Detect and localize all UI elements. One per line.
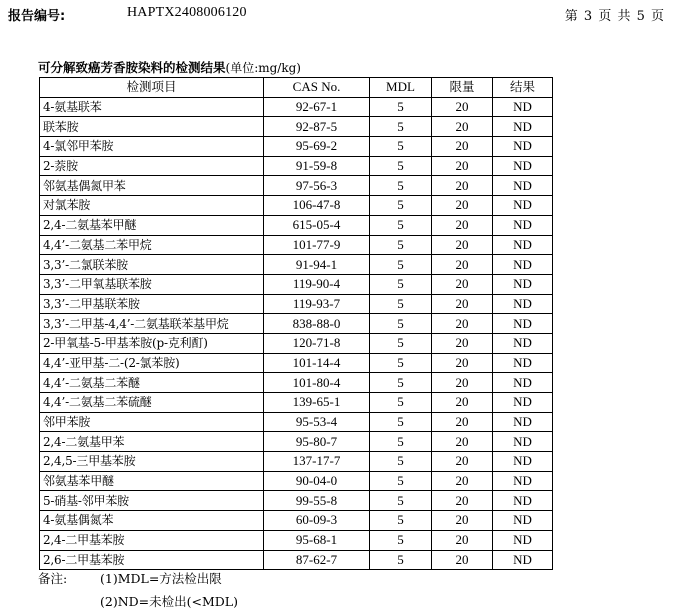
table-row	[40, 274, 553, 294]
cell-cas-no: 95-80-7	[264, 432, 370, 452]
cell-limit: 20	[432, 196, 493, 216]
table-row	[40, 255, 553, 275]
notes-label: 备注:	[38, 571, 68, 586]
table-row	[40, 471, 553, 491]
table-row	[40, 412, 553, 432]
header-result: 结果	[493, 78, 553, 98]
cell-cas-no: 95-68-1	[264, 530, 370, 550]
cell-mdl: 5	[370, 137, 432, 157]
cell-test-item: 2,4-二甲基苯胺	[40, 530, 264, 550]
cell-result: ND	[493, 471, 553, 491]
cell-mdl: 5	[370, 452, 432, 472]
cell-result: ND	[493, 117, 553, 137]
cell-test-item: 4,4’-二氨基二苯醚	[40, 373, 264, 393]
cell-test-item: 3,3’-二氯联苯胺	[40, 255, 264, 275]
table-row	[40, 196, 553, 216]
cell-cas-no: 97-56-3	[264, 176, 370, 196]
cell-limit: 20	[432, 274, 493, 294]
cell-cas-no: 90-04-0	[264, 471, 370, 491]
table-row	[40, 393, 553, 413]
cell-limit: 20	[432, 373, 493, 393]
cell-result: ND	[493, 176, 553, 196]
cell-cas-no: 139-65-1	[264, 393, 370, 413]
cell-result: ND	[493, 353, 553, 373]
cell-limit: 20	[432, 393, 493, 413]
cell-limit: 20	[432, 412, 493, 432]
cell-cas-no: 99-55-8	[264, 491, 370, 511]
cell-test-item: 4-氨基偶氮苯	[40, 511, 264, 531]
table-row	[40, 353, 553, 373]
cell-result: ND	[493, 550, 553, 570]
cell-mdl: 5	[370, 471, 432, 491]
cell-limit: 20	[432, 156, 493, 176]
cell-result: ND	[493, 491, 553, 511]
cell-result: ND	[493, 196, 553, 216]
table-body	[40, 97, 553, 570]
cell-mdl: 5	[370, 491, 432, 511]
cell-test-item: 4-氯邻甲苯胺	[40, 137, 264, 157]
cell-cas-no: 87-62-7	[264, 550, 370, 570]
cell-result: ND	[493, 156, 553, 176]
table-row	[40, 530, 553, 550]
table-row	[40, 511, 553, 531]
report-number-value: HAPTX2408006120	[127, 5, 247, 20]
table-row	[40, 294, 553, 314]
cell-mdl: 5	[370, 215, 432, 235]
cell-mdl: 5	[370, 530, 432, 550]
cell-cas-no: 60-09-3	[264, 511, 370, 531]
table-row	[40, 314, 553, 334]
cell-mdl: 5	[370, 176, 432, 196]
cell-result: ND	[493, 294, 553, 314]
cell-limit: 20	[432, 294, 493, 314]
page-indicator: 第 3 页 共 5 页	[564, 9, 664, 24]
cell-mdl: 5	[370, 156, 432, 176]
cell-cas-no: 92-67-1	[264, 97, 370, 117]
cell-result: ND	[493, 215, 553, 235]
report-number-label: 报告编号:	[8, 9, 66, 24]
cell-mdl: 5	[370, 432, 432, 452]
cell-result: ND	[493, 255, 553, 275]
cell-test-item: 邻氨基偶氮甲苯	[40, 176, 264, 196]
cell-test-item: 2-萘胺	[40, 156, 264, 176]
cell-cas-no: 838-88-0	[264, 314, 370, 334]
cell-limit: 20	[432, 511, 493, 531]
header-test-item: 检测项目	[40, 78, 264, 98]
cell-limit: 20	[432, 97, 493, 117]
cell-test-item: 对氯苯胺	[40, 196, 264, 216]
cell-mdl: 5	[370, 353, 432, 373]
cell-mdl: 5	[370, 314, 432, 334]
cell-cas-no: 92-87-5	[264, 117, 370, 137]
cell-test-item: 邻甲苯胺	[40, 412, 264, 432]
table-row	[40, 373, 553, 393]
cell-result: ND	[493, 432, 553, 452]
cell-limit: 20	[432, 117, 493, 137]
table-row	[40, 333, 553, 353]
cell-limit: 20	[432, 353, 493, 373]
cell-test-item: 4,4’-亚甲基-二-(2-氯苯胺)	[40, 353, 264, 373]
cell-test-item: 3,3’-二甲氧基联苯胺	[40, 274, 264, 294]
cell-mdl: 5	[370, 294, 432, 314]
header-cas-no: CAS No.	[264, 78, 370, 98]
cell-limit: 20	[432, 491, 493, 511]
table-row	[40, 215, 553, 235]
cell-mdl: 5	[370, 412, 432, 432]
cell-cas-no: 119-90-4	[264, 274, 370, 294]
cell-limit: 20	[432, 530, 493, 550]
cell-test-item: 4,4’-二氨基二苯甲烷	[40, 235, 264, 255]
cell-result: ND	[493, 97, 553, 117]
table-row	[40, 452, 553, 472]
cell-test-item: 联苯胺	[40, 117, 264, 137]
cell-cas-no: 119-93-7	[264, 294, 370, 314]
cell-test-item: 2,4,5-三甲基苯胺	[40, 452, 264, 472]
table-row	[40, 176, 553, 196]
cell-mdl: 5	[370, 117, 432, 137]
cell-test-item: 2-甲氧基-5-甲基苯胺(p-克利酊)	[40, 333, 264, 353]
table-row	[40, 97, 553, 117]
cell-test-item: 3,3’-二甲基-4,4’-二氨基联苯基甲烷	[40, 314, 264, 334]
cell-result: ND	[493, 511, 553, 531]
cell-mdl: 5	[370, 255, 432, 275]
table-row	[40, 432, 553, 452]
cell-limit: 20	[432, 452, 493, 472]
cell-result: ND	[493, 235, 553, 255]
cell-result: ND	[493, 333, 553, 353]
table-row	[40, 491, 553, 511]
cell-cas-no: 106-47-8	[264, 196, 370, 216]
cell-limit: 20	[432, 235, 493, 255]
cell-cas-no: 615-05-4	[264, 215, 370, 235]
cell-result: ND	[493, 274, 553, 294]
cell-result: ND	[493, 314, 553, 334]
cell-cas-no: 101-14-4	[264, 353, 370, 373]
cell-limit: 20	[432, 432, 493, 452]
table-row	[40, 137, 553, 157]
cell-test-item: 邻氨基苯甲醚	[40, 471, 264, 491]
cell-limit: 20	[432, 215, 493, 235]
cell-mdl: 5	[370, 333, 432, 353]
cell-mdl: 5	[370, 393, 432, 413]
cell-limit: 20	[432, 255, 493, 275]
table-row	[40, 156, 553, 176]
cell-result: ND	[493, 137, 553, 157]
section-title	[38, 58, 301, 76]
cell-mdl: 5	[370, 373, 432, 393]
section-title-text: 可分解致癌芳香胺染料的检测结果	[38, 60, 226, 75]
cell-limit: 20	[432, 176, 493, 196]
cell-cas-no: 91-59-8	[264, 156, 370, 176]
cell-test-item: 4-氨基联苯	[40, 97, 264, 117]
cell-mdl: 5	[370, 97, 432, 117]
cell-test-item: 2,4-二氨基苯甲醚	[40, 215, 264, 235]
cell-limit: 20	[432, 471, 493, 491]
cell-mdl: 5	[370, 196, 432, 216]
section-unit: (单位:mg/kg)	[225, 61, 301, 75]
cell-mdl: 5	[370, 511, 432, 531]
cell-limit: 20	[432, 314, 493, 334]
cell-cas-no: 137-17-7	[264, 452, 370, 472]
cell-mdl: 5	[370, 235, 432, 255]
cell-result: ND	[493, 373, 553, 393]
cell-cas-no: 101-80-4	[264, 373, 370, 393]
cell-mdl: 5	[370, 550, 432, 570]
cell-test-item: 2,6-二甲基苯胺	[40, 550, 264, 570]
note-item-nd: (2)ND=未检出(<MDL)	[100, 594, 238, 609]
table-row	[40, 117, 553, 137]
cell-test-item: 5-硝基-邻甲苯胺	[40, 491, 264, 511]
cell-limit: 20	[432, 550, 493, 570]
cell-mdl: 5	[370, 274, 432, 294]
cell-limit: 20	[432, 137, 493, 157]
cell-test-item: 2,4-二氨基甲苯	[40, 432, 264, 452]
cell-test-item: 4,4’-二氨基二苯硫醚	[40, 393, 264, 413]
cell-cas-no: 95-69-2	[264, 137, 370, 157]
cell-cas-no: 95-53-4	[264, 412, 370, 432]
note-item-mdl: (1)MDL=方法检出限	[100, 571, 222, 586]
results-table	[39, 77, 553, 570]
cell-limit: 20	[432, 333, 493, 353]
cell-cas-no: 120-71-8	[264, 333, 370, 353]
table-header-row	[40, 78, 553, 98]
header-mdl: MDL	[370, 78, 432, 98]
table-row	[40, 235, 553, 255]
cell-result: ND	[493, 530, 553, 550]
cell-cas-no: 91-94-1	[264, 255, 370, 275]
cell-test-item: 3,3’-二甲基联苯胺	[40, 294, 264, 314]
cell-cas-no: 101-77-9	[264, 235, 370, 255]
cell-result: ND	[493, 452, 553, 472]
cell-result: ND	[493, 412, 553, 432]
cell-result: ND	[493, 393, 553, 413]
header-limit: 限量	[432, 78, 493, 98]
table-row	[40, 550, 553, 570]
